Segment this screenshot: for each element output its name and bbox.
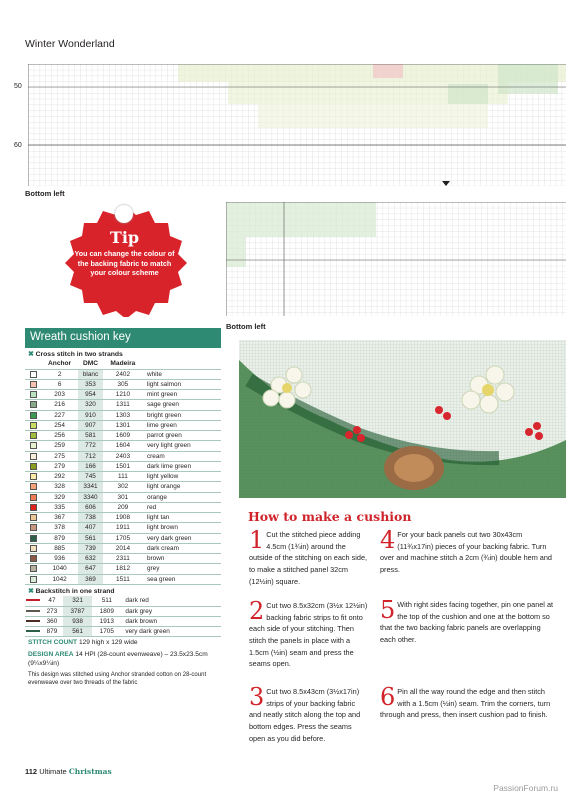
color-swatch-icon bbox=[30, 463, 37, 470]
key-cell-name: sage green bbox=[143, 400, 221, 410]
color-swatch-icon bbox=[30, 504, 37, 511]
key-title: Wreath cushion key bbox=[25, 328, 221, 348]
key-row bbox=[25, 523, 221, 533]
key-cell-madeira: 1210 bbox=[103, 390, 143, 400]
key-cell-name: dark cream bbox=[143, 543, 221, 553]
key-cell-anchor: 203 bbox=[41, 390, 78, 400]
key-cell-madeira: 1705 bbox=[103, 533, 143, 543]
key-cell-madeira: 1705 bbox=[92, 627, 121, 637]
key-cell-dmc: 745 bbox=[78, 472, 103, 482]
key-cell-anchor: 1040 bbox=[41, 564, 78, 574]
step-number: 5 bbox=[380, 596, 396, 624]
key-cell-name: very dark green bbox=[143, 533, 221, 543]
key-cell-anchor: 329 bbox=[41, 492, 78, 502]
key-cell-name: light yellow bbox=[143, 472, 221, 482]
key-cell-dmc: 561 bbox=[63, 627, 92, 637]
key-cell-dmc: 581 bbox=[78, 431, 103, 441]
chart-bottom-grid bbox=[226, 202, 566, 316]
step-number: 3 bbox=[249, 683, 265, 711]
backstitch-row bbox=[25, 627, 221, 637]
watermark: PassionForum.ru bbox=[493, 783, 558, 793]
key-cell-dmc: 938 bbox=[63, 616, 92, 626]
color-swatch-icon bbox=[30, 524, 37, 531]
design-area: DESIGN AREA 14 HPI (28-count evenweave) – 23.5x23.5cm (9¼x9¼in) bbox=[28, 651, 208, 667]
chart-top-grid bbox=[28, 64, 566, 186]
key-cell-dmc: 632 bbox=[78, 554, 103, 564]
key-cell-anchor: 879 bbox=[41, 627, 63, 637]
key-cell-dmc: 320 bbox=[78, 400, 103, 410]
color-swatch-icon bbox=[30, 412, 37, 419]
step-number: 1 bbox=[249, 526, 265, 554]
key-cell-dmc: 712 bbox=[78, 451, 103, 461]
key-row bbox=[25, 574, 221, 584]
key-cell-madeira: 1501 bbox=[103, 461, 143, 471]
key-cell-anchor: 275 bbox=[41, 451, 78, 461]
key-cell-anchor: 216 bbox=[41, 400, 78, 410]
tip-pin bbox=[115, 205, 133, 223]
step-number: 6 bbox=[380, 683, 396, 711]
key-cell-name: white bbox=[143, 369, 221, 379]
backstitch-line-icon bbox=[26, 599, 40, 601]
key-cell-madeira: 209 bbox=[103, 502, 143, 512]
row-label-50: 50 bbox=[14, 83, 22, 90]
key-cell-madeira: 1511 bbox=[103, 574, 143, 584]
key-cell-name: cream bbox=[143, 451, 221, 461]
cross-icon: ✖ bbox=[28, 587, 36, 595]
color-swatch-icon bbox=[30, 483, 37, 490]
key-cell-anchor: 259 bbox=[41, 441, 78, 451]
howto-step-3: 3 Cut two 8.5x43cm (3½x17in) strips of your backing fabric and neatly stitch along the top and bottom edges. Press the seams open as you did before. bbox=[249, 683, 361, 743]
key-cell-name: red bbox=[143, 502, 221, 512]
tip-title: Tip bbox=[109, 228, 140, 247]
key-cell-dmc: 606 bbox=[78, 502, 103, 512]
key-cell-madeira: 2311 bbox=[103, 554, 143, 564]
color-swatch-icon bbox=[30, 535, 37, 542]
key-cell-madeira: 2014 bbox=[103, 543, 143, 553]
key-cell-name: light salmon bbox=[143, 379, 221, 389]
key-cell-madeira: 111 bbox=[103, 472, 143, 482]
color-swatch-icon bbox=[30, 453, 37, 460]
key-cell-anchor: 328 bbox=[41, 482, 78, 492]
key-cell-dmc: 647 bbox=[78, 564, 103, 574]
key-cell-anchor: 47 bbox=[41, 596, 63, 606]
key-cell-dmc: 3340 bbox=[78, 492, 103, 502]
key-cell-name: lime green bbox=[143, 420, 221, 430]
howto-step-2: 2 Cut two 8.5x32cm (3½x 12½in) backing fabric strips to fit onto each side of your stitching. Then stitch the panels in place with a 1.5cm (½in) seam and press the seams open. bbox=[249, 597, 368, 669]
key-cell-name: bright green bbox=[143, 410, 221, 420]
color-swatch-icon bbox=[30, 422, 37, 429]
backstitch-row bbox=[25, 616, 221, 626]
key-cell-anchor: 273 bbox=[41, 606, 63, 616]
color-swatch-icon bbox=[30, 381, 37, 388]
key-cell-name: very dark green bbox=[121, 627, 221, 637]
key-cell-dmc: 353 bbox=[78, 379, 103, 389]
key-cell-anchor: 936 bbox=[41, 554, 78, 564]
key-cell-name: dark brown bbox=[121, 616, 221, 626]
key-row bbox=[25, 513, 221, 523]
key-row bbox=[25, 420, 221, 430]
key-cell-name: light brown bbox=[143, 523, 221, 533]
step-number: 4 bbox=[380, 526, 396, 554]
key-cell-name: mint green bbox=[143, 390, 221, 400]
key-row bbox=[25, 379, 221, 389]
key-cell-dmc: 907 bbox=[78, 420, 103, 430]
key-cell-madeira: 2403 bbox=[103, 451, 143, 461]
key-cell-name: parrot green bbox=[143, 431, 221, 441]
key-cell-madeira: 1301 bbox=[103, 420, 143, 430]
color-swatch-icon bbox=[30, 494, 37, 501]
tip-box bbox=[62, 228, 187, 278]
key-cell-madeira: 2402 bbox=[103, 369, 143, 379]
key-cell-dmc: 369 bbox=[78, 574, 103, 584]
page-header-title: Winter Wonderland bbox=[25, 38, 115, 50]
key-cell-madeira: 1913 bbox=[92, 616, 121, 626]
color-swatch-icon bbox=[30, 473, 37, 480]
key-cell-madeira: 1812 bbox=[103, 564, 143, 574]
key-cell-anchor: 378 bbox=[41, 523, 78, 533]
key-cell-dmc: 407 bbox=[78, 523, 103, 533]
row-label-60: 60 bbox=[14, 142, 22, 149]
key-cell-anchor: 227 bbox=[41, 410, 78, 420]
color-swatch-icon bbox=[30, 401, 37, 408]
key-cell-anchor: 879 bbox=[41, 533, 78, 543]
key-cell-name: dark red bbox=[121, 596, 221, 606]
key-row bbox=[25, 543, 221, 553]
howto-step-6: 6 Pin all the way round the edge and then stitch with a 1.5cm (½in) seam. Trim the corners, turn through and press, then insert cushion pad to finish. bbox=[380, 683, 551, 720]
key-row bbox=[25, 533, 221, 543]
key-row bbox=[25, 492, 221, 502]
color-swatch-icon bbox=[30, 442, 37, 449]
key-cell-dmc: 561 bbox=[78, 533, 103, 543]
key-note: This design was stitched using Anchor stranded cotton on 28-count evenweave over two threads of the fabric bbox=[28, 671, 207, 686]
key-cell-anchor: 2 bbox=[41, 369, 78, 379]
backstitch-line-icon bbox=[26, 620, 40, 622]
chart-top-caption: Bottom left bbox=[25, 189, 65, 198]
color-swatch-icon bbox=[30, 371, 37, 378]
key-cell-madeira: 1609 bbox=[103, 431, 143, 441]
key-cell-dmc: 910 bbox=[78, 410, 103, 420]
key-cell-madeira: 1809 bbox=[92, 606, 121, 616]
magazine-name: Ultimate Christmas bbox=[39, 767, 112, 776]
key-cell-name: very light green bbox=[143, 441, 221, 451]
backstitch-row bbox=[25, 596, 221, 606]
key-cell-anchor: 335 bbox=[41, 502, 78, 512]
color-swatch-icon bbox=[30, 432, 37, 439]
backstitch-table bbox=[25, 596, 221, 638]
color-swatch-icon bbox=[30, 545, 37, 552]
key-cell-madeira: 1303 bbox=[103, 410, 143, 420]
key-cell-name: light orange bbox=[143, 482, 221, 492]
key-cell-madeira: 1911 bbox=[103, 523, 143, 533]
key-header-row bbox=[25, 359, 221, 369]
backstitch-row bbox=[25, 606, 221, 616]
col-anchor: Anchor bbox=[41, 359, 78, 369]
key-cell-dmc: 772 bbox=[78, 441, 103, 451]
key-row bbox=[25, 441, 221, 451]
key-cell-dmc: 3341 bbox=[78, 482, 103, 492]
key-row bbox=[25, 461, 221, 471]
key-cell-dmc: 3787 bbox=[63, 606, 92, 616]
key-row bbox=[25, 390, 221, 400]
key-row bbox=[25, 451, 221, 461]
stitch-count: STITCH COUNT 129 high x 129 wide bbox=[28, 639, 138, 647]
chart-bottom-caption: Bottom left bbox=[226, 322, 266, 331]
key-cell-madeira: 1908 bbox=[103, 513, 143, 523]
key-cell-dmc: 321 bbox=[63, 596, 92, 606]
key-cell-anchor: 367 bbox=[41, 513, 78, 523]
col-dmc: DMC bbox=[78, 359, 103, 369]
cross-icon: ✖ bbox=[28, 351, 36, 358]
col-madeira: Madeira bbox=[103, 359, 143, 369]
key-cell-madeira: 301 bbox=[103, 492, 143, 502]
backstitch-line-icon bbox=[26, 630, 40, 632]
howto-title: How to make a cushion bbox=[248, 509, 412, 524]
key-cell-madeira: 305 bbox=[103, 379, 143, 389]
key-row bbox=[25, 554, 221, 564]
key-cell-madeira: 1311 bbox=[103, 400, 143, 410]
color-swatch-icon bbox=[30, 555, 37, 562]
key-cell-dmc: blanc bbox=[78, 369, 103, 379]
cross-stitch-heading: ✖ Cross stitch in two strands bbox=[28, 351, 123, 358]
key-cell-madeira: 302 bbox=[103, 482, 143, 492]
key-cell-anchor: 360 bbox=[41, 616, 63, 626]
key-cell-anchor: 292 bbox=[41, 472, 78, 482]
key-row bbox=[25, 369, 221, 379]
color-swatch-icon bbox=[30, 576, 37, 583]
howto-step-1: 1 Cut the stitched piece adding 4.5cm (1¾in) around the outside of the stitching on each side, to make a stitched panel 32cm (12½in) square. bbox=[249, 526, 368, 586]
color-swatch-icon bbox=[30, 565, 37, 572]
key-cell-dmc: 954 bbox=[78, 390, 103, 400]
key-row bbox=[25, 502, 221, 512]
key-cell-anchor: 1042 bbox=[41, 574, 78, 584]
howto-step-5: 5 With right sides facing together, pin one panel at the top of the cushion and one at the bottom so that the two backing fabric panels are overlapping each other. bbox=[380, 596, 554, 645]
key-row bbox=[25, 431, 221, 441]
key-cell-madeira: 1604 bbox=[103, 441, 143, 451]
key-cell-anchor: 254 bbox=[41, 420, 78, 430]
key-row bbox=[25, 482, 221, 492]
howto-step-4: 4 For your back panels cut two 30x43cm (11¾x17in) pieces of your backing fabric. Turn over and machine stitch a 2cm (¾in) double hem and press. bbox=[380, 526, 552, 575]
key-cell-madeira: 511 bbox=[92, 596, 121, 606]
key-cell-name: light tan bbox=[143, 513, 221, 523]
key-cell-anchor: 885 bbox=[41, 543, 78, 553]
key-cell-name: dark grey bbox=[121, 606, 221, 616]
tip-body: You can change the colour of the backing fabric to match your colour scheme bbox=[74, 249, 175, 277]
wreath-photo bbox=[239, 340, 566, 498]
page-footer bbox=[25, 767, 112, 776]
key-cell-dmc: 738 bbox=[78, 513, 103, 523]
key-row bbox=[25, 564, 221, 574]
key-cell-anchor: 6 bbox=[41, 379, 78, 389]
key-cell-name: grey bbox=[143, 564, 221, 574]
key-row bbox=[25, 472, 221, 482]
backstitch-line-icon bbox=[26, 610, 40, 612]
wreath-cushion-key bbox=[25, 328, 221, 690]
key-table bbox=[25, 359, 221, 585]
key-cell-dmc: 166 bbox=[78, 461, 103, 471]
color-swatch-icon bbox=[30, 391, 37, 398]
key-cell-anchor: 256 bbox=[41, 431, 78, 441]
step-number: 2 bbox=[249, 597, 265, 625]
key-cell-name: orange bbox=[143, 492, 221, 502]
key-cell-anchor: 279 bbox=[41, 461, 78, 471]
key-cell-name: dark lime green bbox=[143, 461, 221, 471]
key-cell-dmc: 739 bbox=[78, 543, 103, 553]
key-row bbox=[25, 400, 221, 410]
key-cell-name: sea green bbox=[143, 574, 221, 584]
key-row bbox=[25, 410, 221, 420]
key-cell-name: brown bbox=[143, 554, 221, 564]
backstitch-heading: ✖ Backstitch in one strand bbox=[28, 587, 115, 595]
color-swatch-icon bbox=[30, 514, 37, 521]
page-number: 112 bbox=[25, 767, 38, 776]
